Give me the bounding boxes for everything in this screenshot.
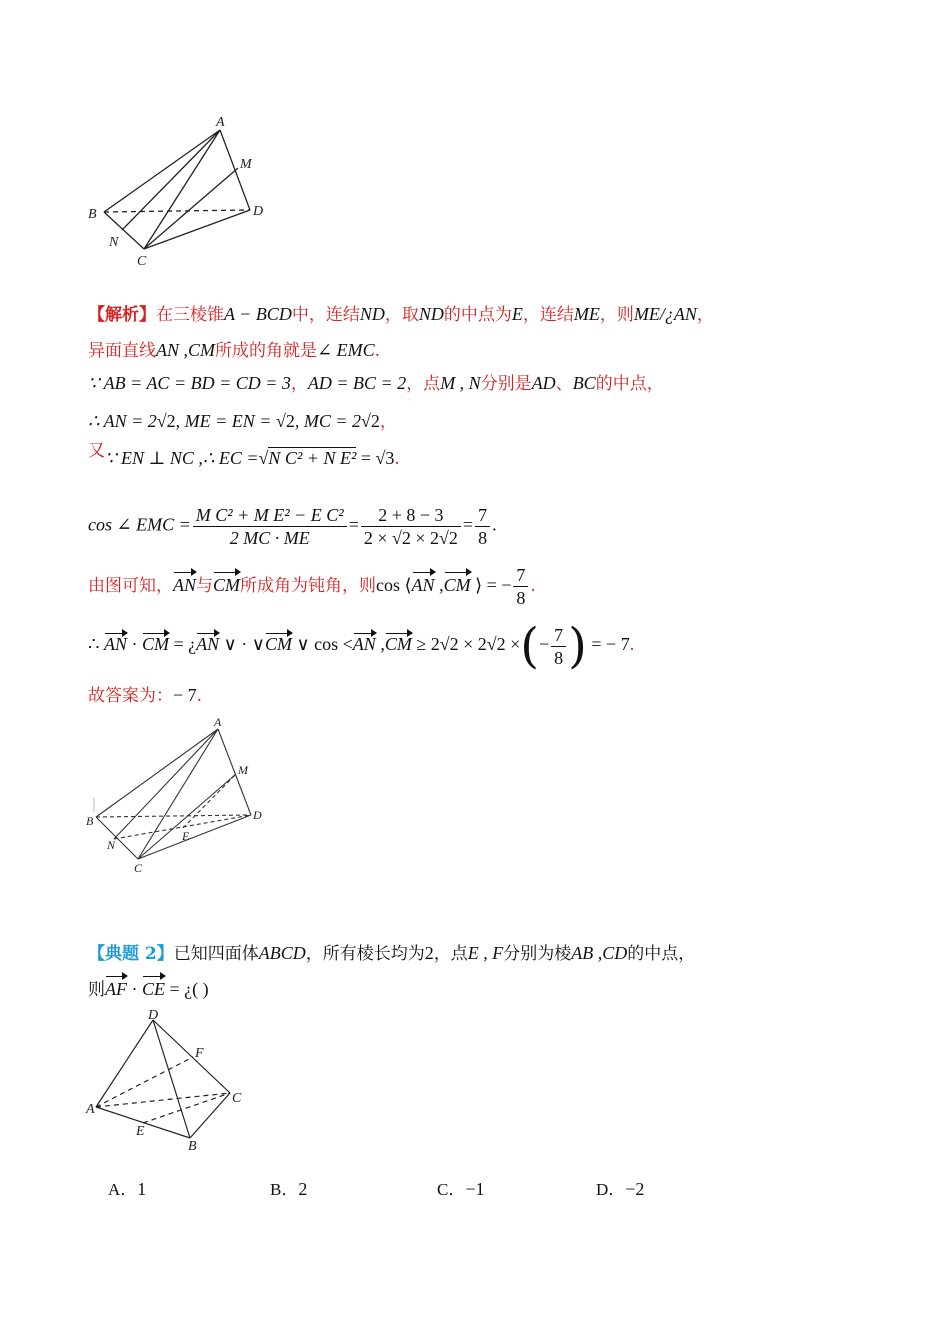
vector: CM xyxy=(213,575,241,595)
vector: AN xyxy=(173,575,197,595)
text: ，所有棱长均为 xyxy=(305,944,425,964)
math: √2 xyxy=(275,411,295,431)
vector: CM xyxy=(384,634,412,655)
math: AB ,CD xyxy=(571,943,628,963)
fraction xyxy=(193,504,347,549)
text: 已知四面体 xyxy=(173,944,259,964)
text: 分别是 xyxy=(480,374,532,394)
label-M: M xyxy=(238,763,248,777)
label-M: M xyxy=(240,157,252,172)
label-D: D xyxy=(253,204,264,219)
vector: AF xyxy=(105,979,127,999)
text: 的中点为 xyxy=(443,305,512,325)
vector: AN xyxy=(196,634,220,655)
math: = ¿ xyxy=(168,634,197,655)
denominator: 2 × √2 × 2√2 xyxy=(363,528,458,548)
label-N: N xyxy=(107,838,116,852)
example-tag: 【典题 2】 xyxy=(88,944,174,964)
math: ME xyxy=(573,304,600,324)
math: ABCD xyxy=(258,943,306,963)
math: AD xyxy=(531,373,556,393)
math: , MC = 2 xyxy=(294,411,362,431)
text: 又 xyxy=(88,441,105,461)
math: , ME = EN = xyxy=(175,411,276,431)
fraction xyxy=(475,504,490,549)
option-c[interactable] xyxy=(437,1175,485,1200)
option-b[interactable] xyxy=(270,1175,307,1200)
label-E: E xyxy=(136,1124,145,1139)
math: 2 xyxy=(424,943,434,963)
label-D: D xyxy=(253,808,262,822)
label-D: D xyxy=(148,1008,159,1023)
math: · xyxy=(127,979,142,999)
option-label: B． xyxy=(270,1180,299,1199)
math: ME/¿AN xyxy=(633,304,697,324)
math: = xyxy=(462,514,474,535)
label-A: A xyxy=(214,715,222,729)
text: 故答案为： xyxy=(88,686,173,706)
option-value: 2 xyxy=(298,1179,308,1199)
vector: CM xyxy=(264,634,292,655)
text: 由图可知， xyxy=(88,576,173,596)
math: M , N xyxy=(440,373,481,393)
label-F: F xyxy=(195,1046,204,1061)
numerator: M C² + M E² − E C² xyxy=(193,504,347,527)
denominator: 8 xyxy=(516,588,526,608)
numerator: 7 xyxy=(475,504,490,527)
math: √2 xyxy=(361,411,380,431)
text: 在三棱锥 xyxy=(156,305,224,325)
math: N C² + N E² xyxy=(268,448,357,468)
text: ，取 xyxy=(384,305,419,325)
fraction xyxy=(513,564,528,609)
math: , xyxy=(434,575,444,595)
option-value: −2 xyxy=(625,1179,645,1199)
text: 与 xyxy=(196,576,214,596)
denominator: 2 MC · ME xyxy=(229,528,310,548)
label-C: C xyxy=(232,1091,242,1106)
text: ， xyxy=(290,374,308,394)
label-B: B xyxy=(88,207,97,222)
math: E xyxy=(511,304,523,324)
math: cos ∠ EMC = xyxy=(88,514,191,535)
denominator: 8 xyxy=(478,528,488,548)
fraction xyxy=(361,504,461,549)
math: AD = BC = 2 xyxy=(307,373,407,393)
solution-answer xyxy=(88,683,202,708)
label-A: A xyxy=(86,1102,95,1117)
text: 异面直线 xyxy=(88,341,156,361)
math: ∵ AB = AC = BD = CD = 3 xyxy=(88,373,291,393)
text: . xyxy=(629,634,635,655)
solution-line-1 xyxy=(88,302,714,327)
text: 分别为棱 xyxy=(503,944,572,964)
math: BC xyxy=(572,373,596,393)
option-value: −1 xyxy=(465,1179,485,1199)
text: 、 xyxy=(555,374,573,394)
solution-line-3 xyxy=(88,371,664,396)
example-line-2 xyxy=(88,977,209,1002)
text: . xyxy=(394,449,400,469)
math: = − 7 xyxy=(586,634,630,655)
label-B: B xyxy=(188,1139,197,1154)
math: = ¿( ) xyxy=(165,979,209,999)
option-label: C． xyxy=(437,1180,466,1199)
math: · xyxy=(126,634,142,655)
math: √2 xyxy=(156,411,176,431)
option-d[interactable] xyxy=(596,1175,644,1200)
figure-tetrahedron-1 xyxy=(80,110,280,275)
numerator: 7 xyxy=(551,624,566,647)
math: = xyxy=(348,514,359,535)
numerator: 7 xyxy=(513,564,528,587)
solution-line-6 xyxy=(88,504,497,549)
solution-tag: 【解析】 xyxy=(88,305,156,325)
math: ND xyxy=(359,304,385,324)
math: , xyxy=(375,634,385,655)
label-E: E xyxy=(182,829,190,843)
text: 的中点， xyxy=(627,944,696,964)
option-a[interactable] xyxy=(108,1175,146,1200)
text: ，则 xyxy=(599,305,634,325)
text: ，连结 xyxy=(522,305,574,325)
math: √3 xyxy=(375,448,395,468)
vector: AN xyxy=(411,575,435,595)
text: 的中点， xyxy=(595,374,664,394)
label-N: N xyxy=(109,235,119,250)
example-line-1 xyxy=(88,941,695,966)
figure-tetrahedron-3 xyxy=(80,1005,260,1155)
text: . xyxy=(530,576,536,596)
text: . xyxy=(492,514,497,535)
text: 中，连结 xyxy=(291,305,360,325)
vector: CE xyxy=(142,979,166,999)
math: = xyxy=(356,448,376,468)
math: E , F xyxy=(467,943,504,963)
math: ∨ · ∨ xyxy=(219,634,265,655)
option-label: A． xyxy=(108,1180,138,1199)
text: 所成的角就是 xyxy=(215,341,318,361)
math: ⟩ = − xyxy=(470,575,512,595)
figure-tetrahedron-2 xyxy=(80,712,280,882)
math: ∠ EMC xyxy=(317,340,375,360)
math: ≥ 2√2 × 2√2 × xyxy=(411,634,521,655)
math: ND xyxy=(418,304,444,324)
vector: CM xyxy=(443,575,471,595)
text: ，点 xyxy=(433,944,468,964)
math: cos ⟨ xyxy=(376,575,412,595)
label-C: C xyxy=(137,254,147,269)
label-C: C xyxy=(134,861,143,875)
solution-line-5 xyxy=(88,441,400,471)
solution-line-4 xyxy=(88,409,397,434)
math: − 7 xyxy=(173,685,197,705)
vector: CM xyxy=(141,634,169,655)
solution-line-7 xyxy=(88,564,536,609)
solution-line-8: ∴ AN · CM = ¿AN ∨ · ∨CM ∨ cos <AN ,CM ≥ 2√2 × 2√2 ×(− $\frac{7}{8}$ ) = − 7. xyxy=(88,618,635,674)
text: ，点 xyxy=(406,374,441,394)
numerator: 2 + 8 − 3 xyxy=(361,504,461,527)
text: 则 xyxy=(88,980,105,1000)
fraction xyxy=(551,624,566,669)
text: . xyxy=(374,341,380,361)
math: ∴ AN = 2 xyxy=(88,411,157,431)
vector: AN xyxy=(352,634,376,655)
label-B: B xyxy=(86,814,94,828)
math: − xyxy=(539,634,550,655)
math: ∨ cos < xyxy=(291,634,353,655)
text: 所成角为钝角，则 xyxy=(240,576,377,596)
math: A − BCD xyxy=(224,304,292,324)
vector: AN xyxy=(103,634,127,655)
label-A: A xyxy=(216,115,225,130)
text: ， xyxy=(696,305,714,325)
math: AN ,CM xyxy=(156,340,216,360)
option-value: 1 xyxy=(137,1179,147,1199)
math: √ xyxy=(258,448,269,468)
math: ∴ xyxy=(88,634,104,655)
denominator: 8 xyxy=(554,647,564,668)
math: ∵ EN ⊥ NC ,∴ EC = xyxy=(105,448,259,468)
text: ， xyxy=(379,412,397,432)
solution-line-2 xyxy=(88,338,380,363)
option-label: D． xyxy=(596,1180,626,1199)
text: . xyxy=(196,686,203,706)
